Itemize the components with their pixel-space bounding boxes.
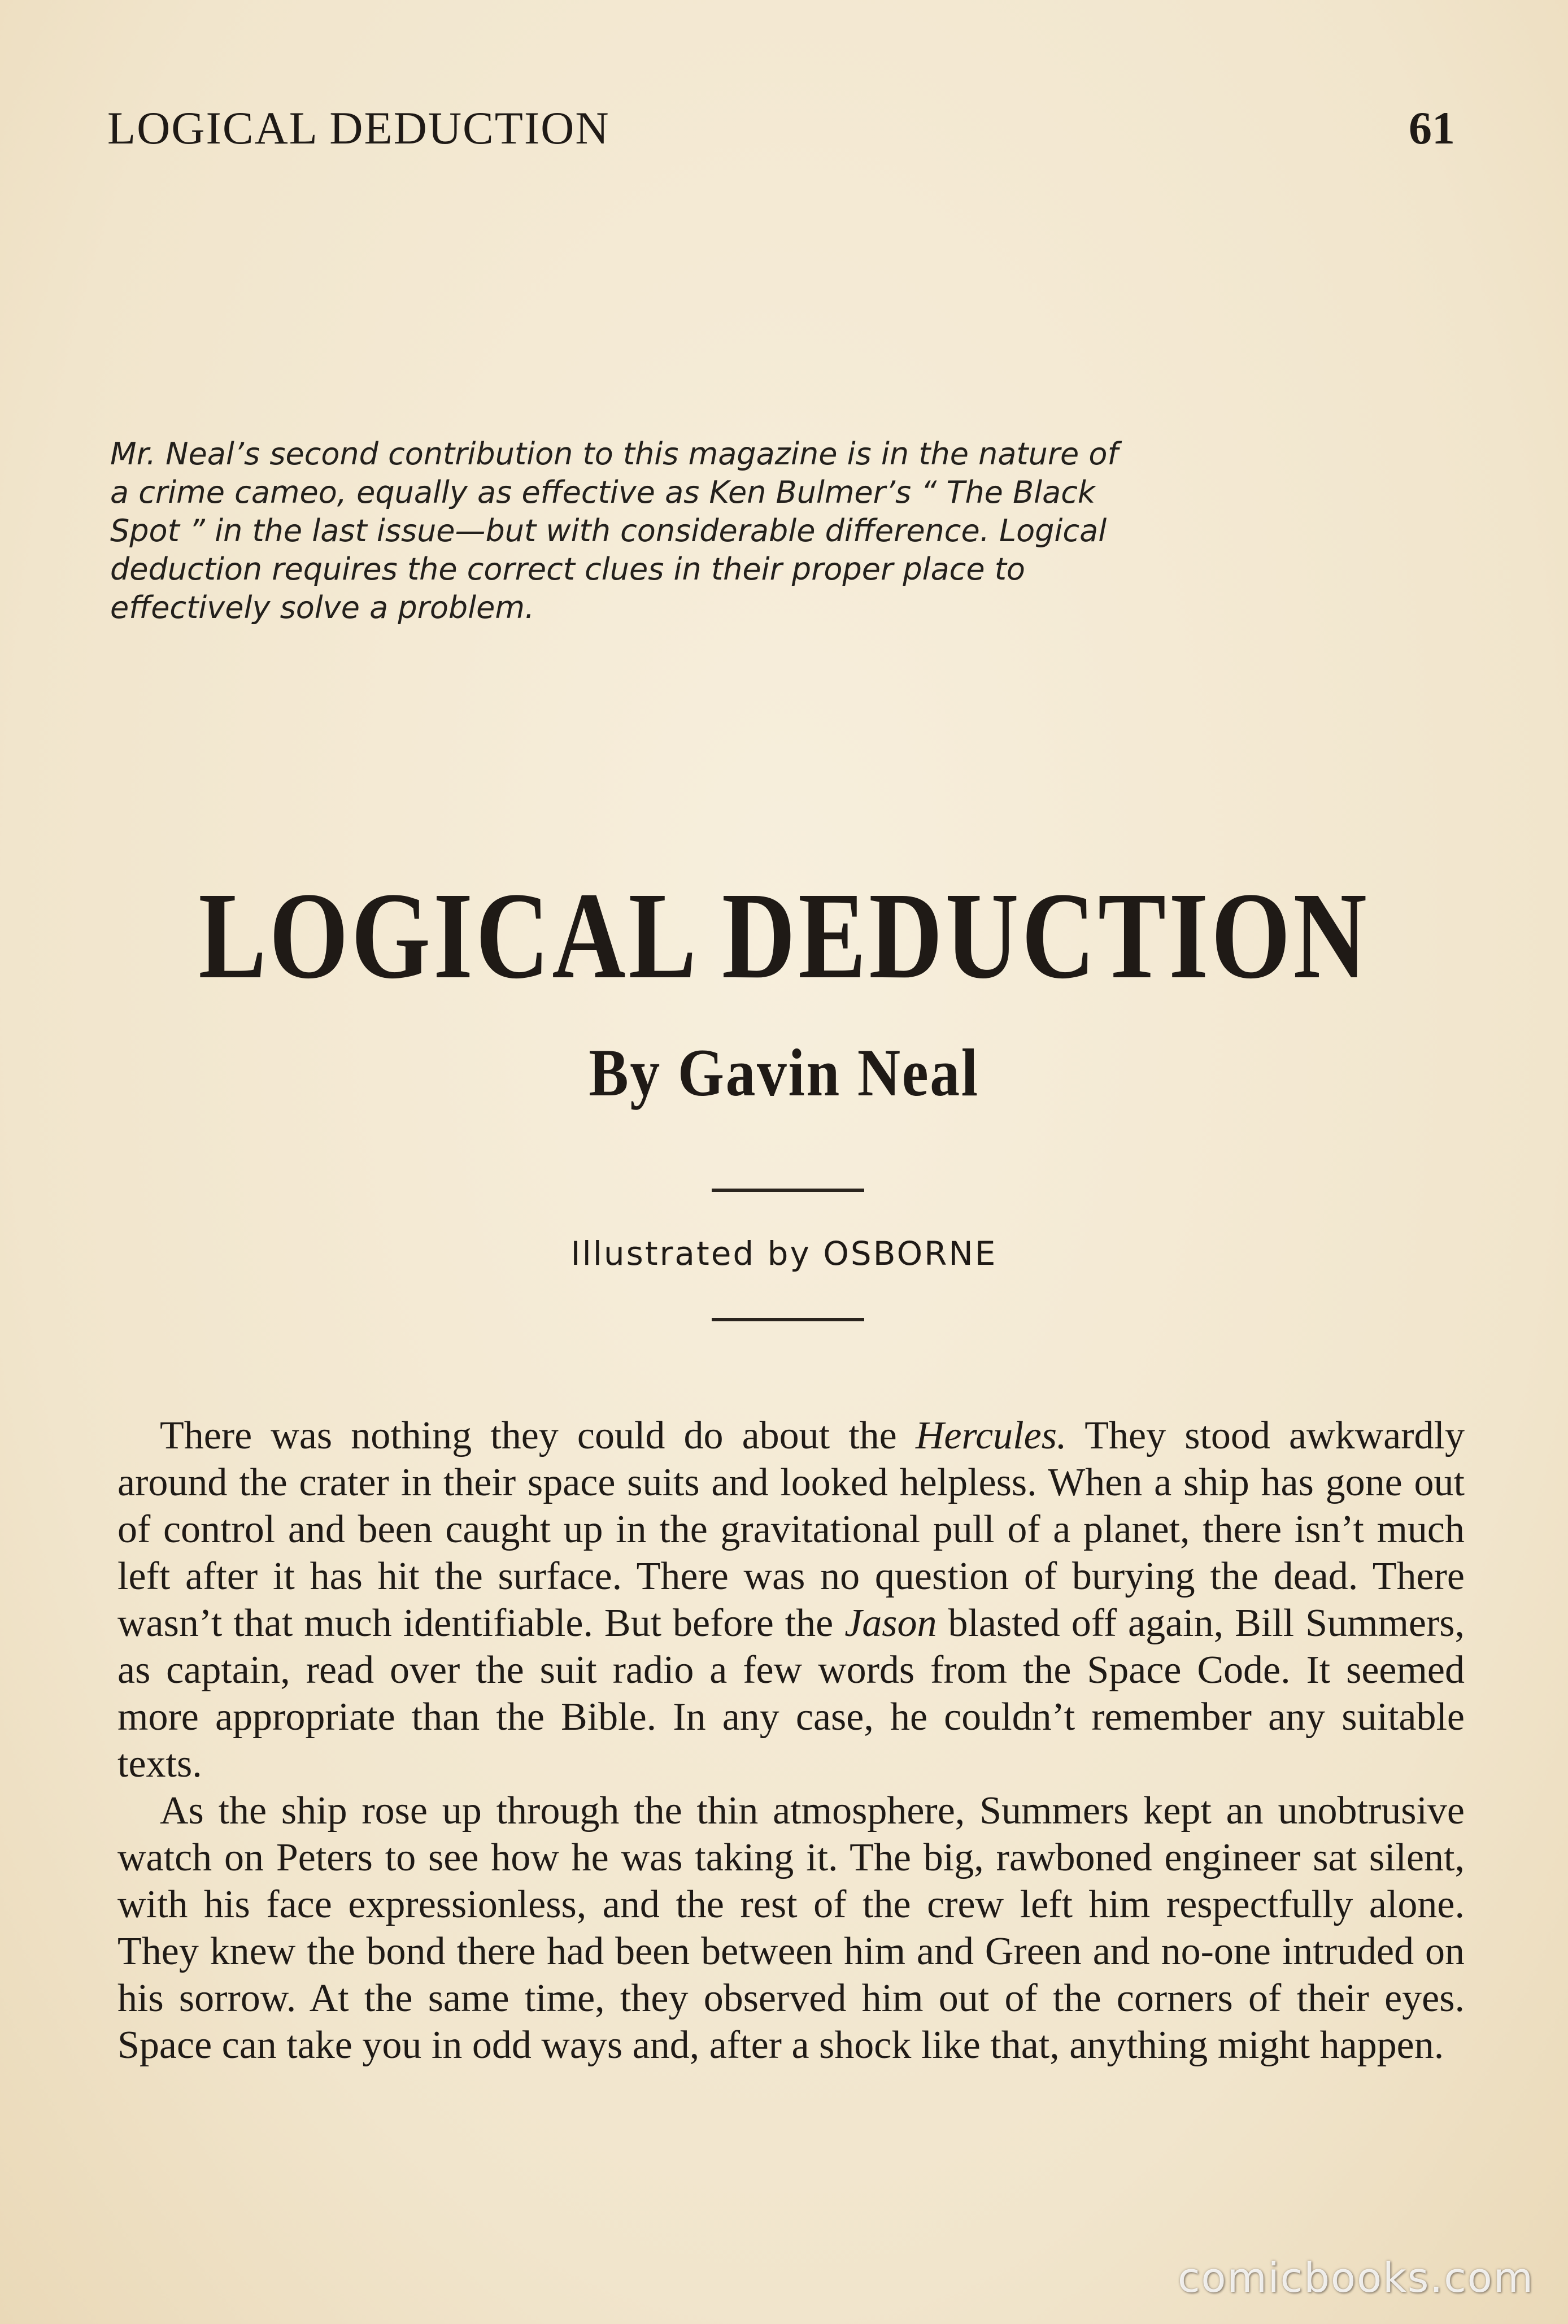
story-byline: By Gavin Neal <box>589 1035 979 1110</box>
body-text-run: There was nothing they could do about the <box>160 1414 916 1457</box>
watermark: comicbooks.com <box>1177 2254 1534 2301</box>
story-title: LOGICAL DEDUCTION <box>198 867 1370 1004</box>
divider-rule-bottom <box>712 1318 864 1321</box>
body-text-run: They stood awkwardly around the crater in their space suits and looked helpless. When a ship has gone out of control and been caught up in the gravitational pull of a planet, there isn’t much left after it has hit the surface. There was no question of burying the dead. There wasn’t that much identifiable. But before the <box>117 1414 1465 1645</box>
body-text-run: blasted off again, Bill Summers, as captain, read over the suit radio a few words from the Space Code. It seemed more appropriate than the Bible. In any case, he couldn’t remember any suitable texts. <box>117 1601 1465 1786</box>
intro-blurb: Mr. Neal’s second contribution to this magazine is in the nature of a crime cameo, equally as effective as Ken Bulmer’s “ The Black Spot ” in the last issue—but with considerable difference. Logical deduction requires the correct clues in their proper place to effectively solve a problem. <box>110 436 1118 625</box>
ship-name-jason: Jason <box>844 1601 937 1645</box>
ship-name-hercules: Hercules. <box>915 1414 1067 1457</box>
body-paragraph <box>117 1412 1465 1787</box>
illustrator-credit: Illustrated by OSBORNE <box>570 1234 998 1273</box>
page-number: 61 <box>1409 102 1455 154</box>
divider-rule-top <box>712 1189 864 1192</box>
story-body <box>117 1412 1465 2069</box>
running-title: LOGICAL DEDUCTION <box>107 102 610 154</box>
body-paragraph: As the ship rose up through the thin atmosphere, Summers kept an unobtrusive watch on Peters to see how he was taking it. The big, rawboned engineer sat silent, with his face expressionless, and the rest of the crew left him respectfully alone. They knew the bond there had been between him and Green and no-one intruded on his sorrow. At the same time, they observed him out of the corners of their eyes. Space can take you in odd ways and, after a shock like that, anything might happen. <box>117 1789 1465 2067</box>
